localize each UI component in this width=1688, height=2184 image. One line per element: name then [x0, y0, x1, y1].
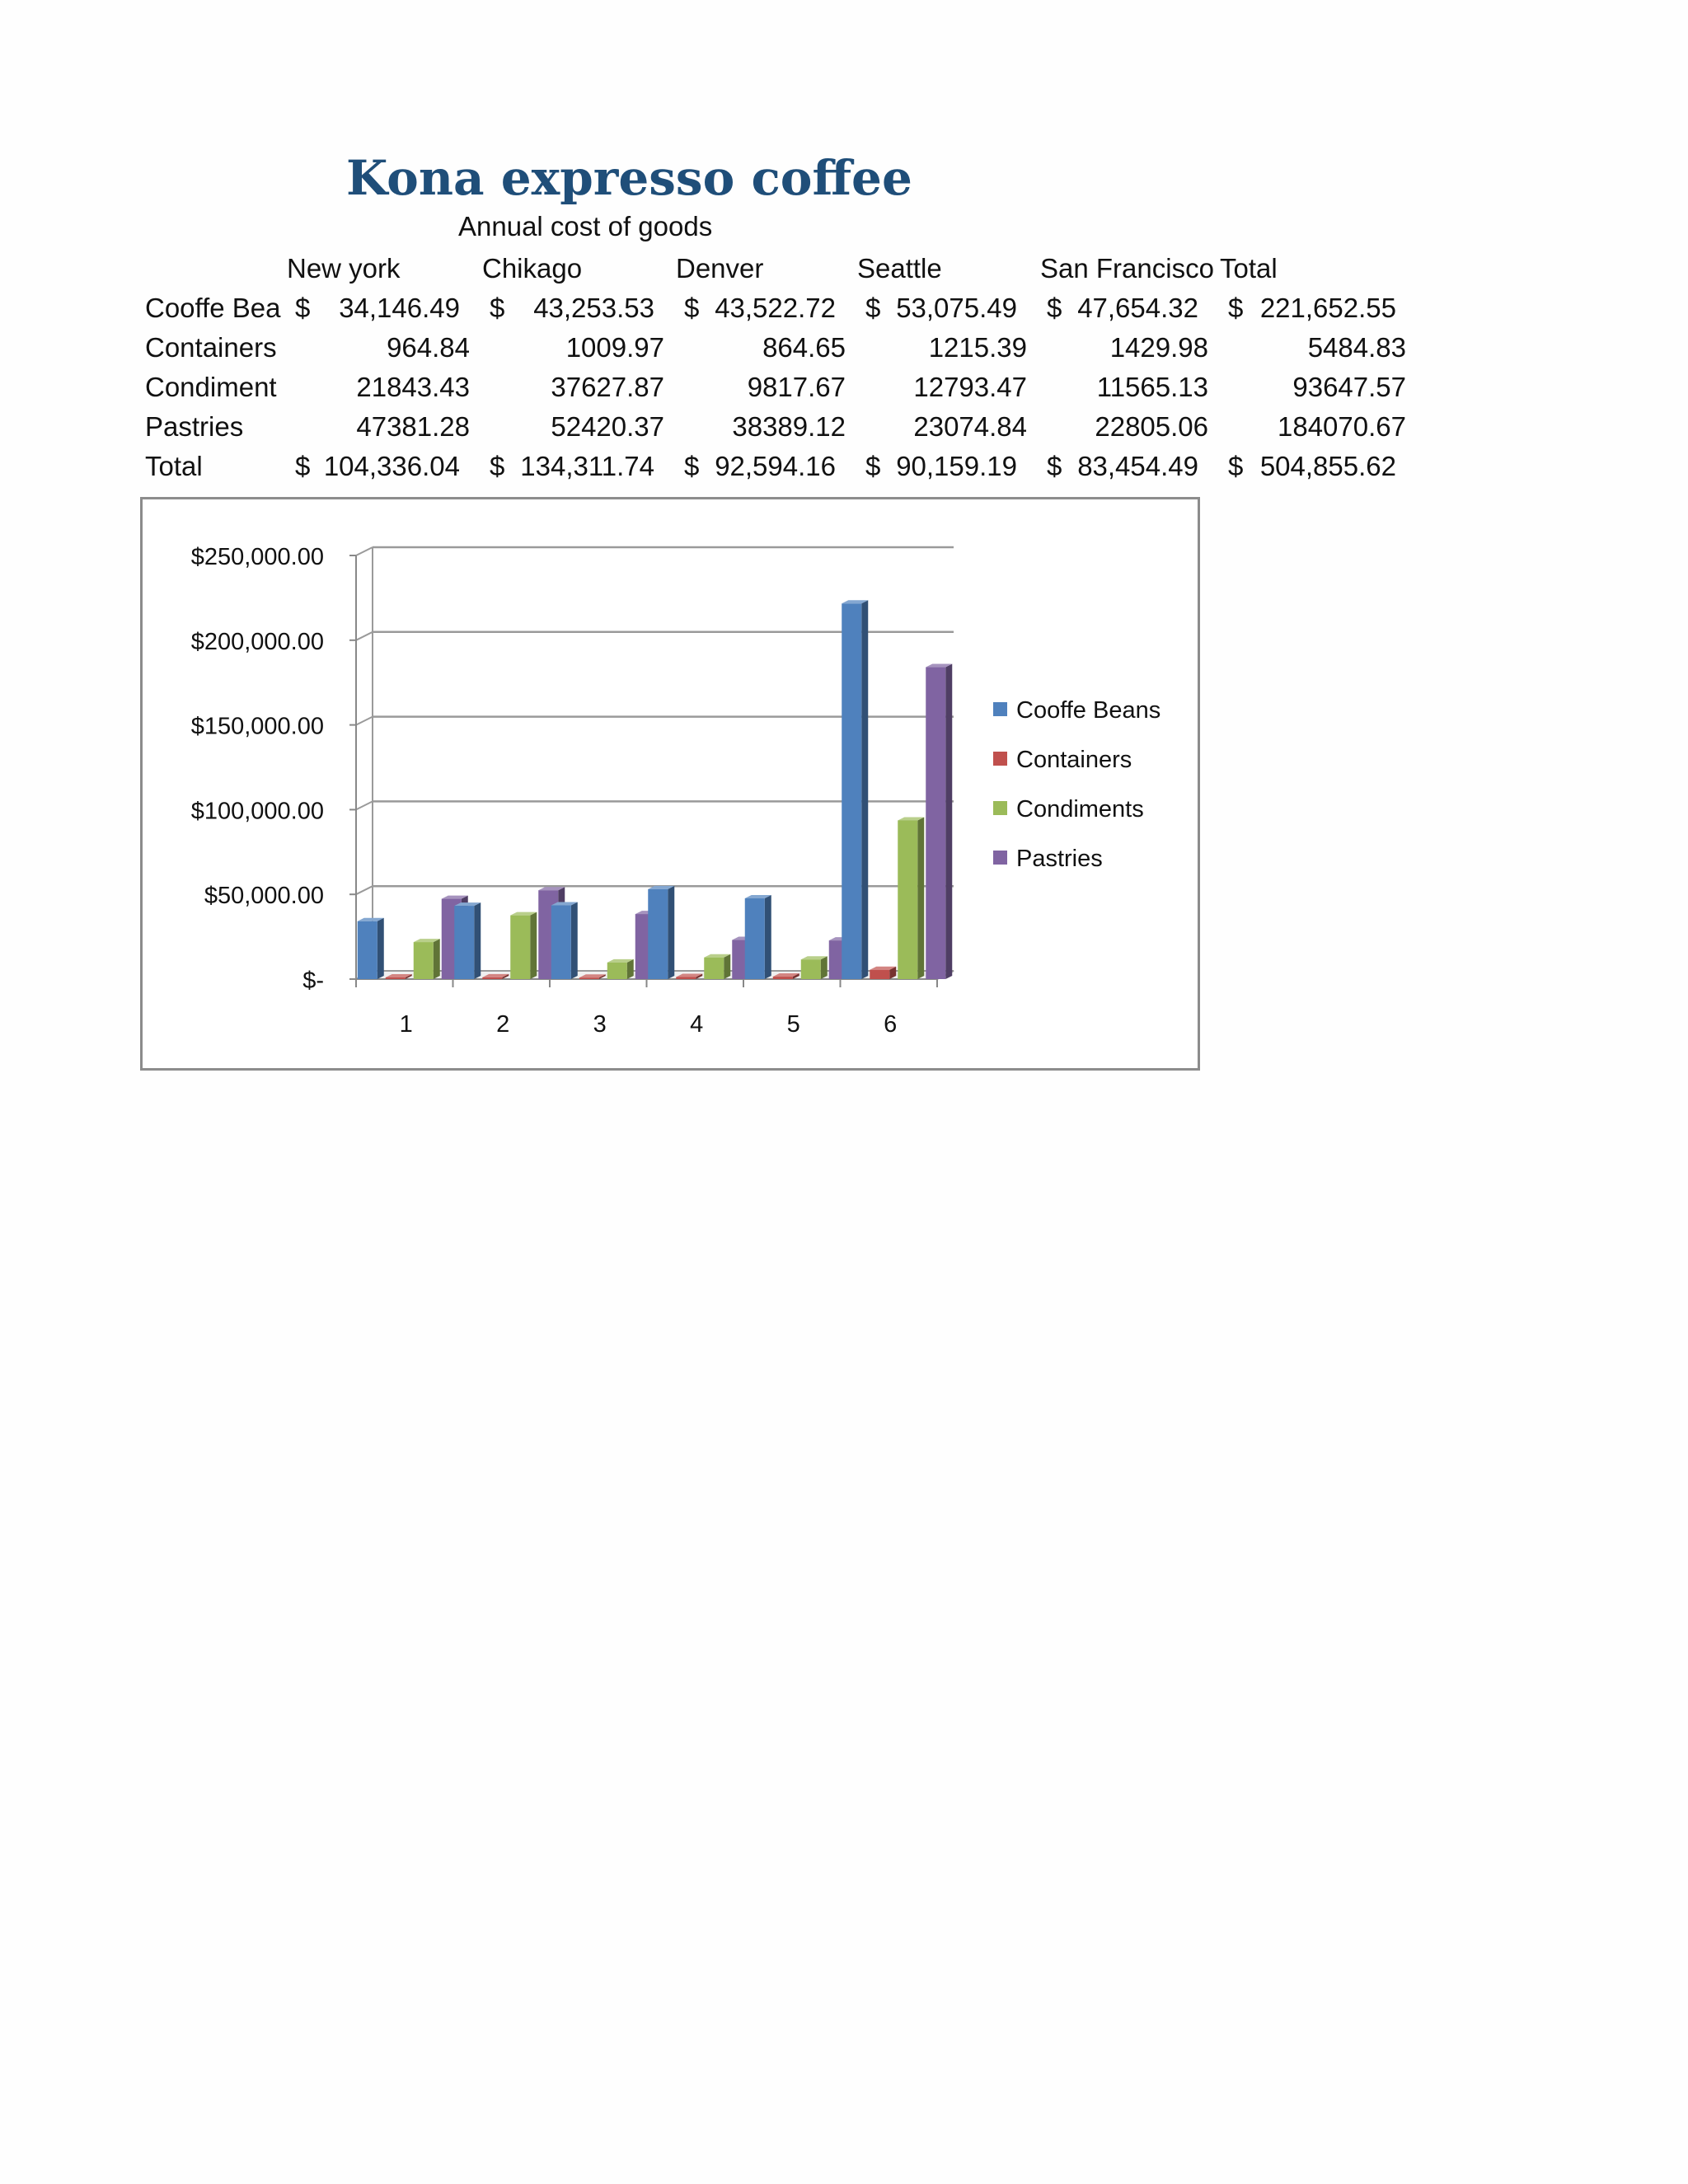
- table-cell: 9817.67: [747, 372, 846, 402]
- table-cell: 1009.97: [565, 332, 664, 363]
- currency-symbol: $: [490, 293, 505, 323]
- table-cell: 90,159.19: [896, 451, 1017, 481]
- bar: [842, 603, 861, 979]
- row-label: Pastries: [145, 411, 244, 442]
- bar: [745, 898, 765, 979]
- currency-symbol: $: [295, 451, 311, 481]
- bar: [482, 977, 502, 979]
- table-cell: 34,146.49: [339, 293, 460, 323]
- table-cell: 104,336.04: [323, 451, 460, 481]
- y-tick-label: $250,000.00: [190, 544, 324, 570]
- bar: [607, 963, 627, 979]
- currency-symbol: $: [295, 293, 311, 323]
- legend-swatch: [993, 702, 1007, 716]
- table-cell: 83,454.49: [1077, 451, 1198, 481]
- currency-symbol: $: [490, 451, 505, 481]
- row-label: Containers: [145, 332, 277, 363]
- bar: [898, 820, 917, 979]
- column-header: Total: [1220, 253, 1278, 284]
- table-cell: 21843.43: [356, 372, 470, 402]
- cost-chart: [143, 499, 1198, 1068]
- table-cell: 184070.67: [1278, 411, 1406, 442]
- gridline-depth: [356, 801, 373, 809]
- bar: [870, 970, 889, 979]
- row-label: Cooffe Bea: [145, 293, 281, 323]
- table-cell: 43,522.72: [715, 293, 836, 323]
- currency-symbol: $: [1047, 451, 1062, 481]
- table-cell: 47,654.32: [1077, 293, 1198, 323]
- legend-label: Containers: [1016, 747, 1132, 773]
- x-tick-label: 6: [884, 1011, 898, 1038]
- bar-side: [377, 918, 384, 979]
- bar-side: [765, 895, 771, 979]
- bar: [414, 942, 434, 979]
- bar: [773, 977, 793, 979]
- currency-symbol: $: [865, 451, 881, 481]
- gridline-depth: [356, 717, 373, 725]
- table-cell: 53,075.49: [896, 293, 1017, 323]
- bar-side: [668, 886, 674, 979]
- bar-side: [861, 600, 868, 979]
- currency-symbol: $: [865, 293, 881, 323]
- bar: [648, 889, 668, 979]
- y-tick-label: $50,000.00: [204, 883, 324, 910]
- table-cell: 12793.47: [913, 372, 1027, 402]
- table-cell: 23074.84: [913, 411, 1027, 442]
- legend-swatch: [993, 851, 1007, 865]
- bar: [704, 958, 724, 979]
- currency-symbol: $: [1228, 293, 1244, 323]
- x-tick-label: 3: [593, 1011, 607, 1038]
- column-header: New york: [287, 253, 401, 284]
- bar: [801, 959, 821, 979]
- table-cell: 11565.13: [1096, 372, 1208, 402]
- table-cell: 47381.28: [356, 411, 470, 442]
- currency-symbol: $: [684, 451, 700, 481]
- bar-side: [945, 664, 952, 979]
- bar: [386, 977, 406, 979]
- bar: [551, 906, 571, 979]
- column-header: Seattle: [857, 253, 942, 284]
- currency-symbol: $: [1228, 451, 1244, 481]
- table-cell: 864.65: [762, 332, 846, 363]
- bar: [510, 916, 530, 979]
- page-subtitle: Annual cost of goods: [458, 211, 713, 241]
- bar-side: [474, 902, 481, 979]
- legend-swatch: [993, 752, 1007, 766]
- page-title: Kona expresso coffee: [346, 150, 912, 206]
- table-cell: 221,652.55: [1259, 293, 1396, 323]
- gridline-depth: [356, 632, 373, 640]
- table-cell: 93647.57: [1292, 372, 1406, 402]
- bar-side: [434, 939, 440, 979]
- y-tick-label: $200,000.00: [190, 628, 324, 655]
- x-tick-label: 4: [690, 1011, 704, 1038]
- y-tick-label: $150,000.00: [190, 713, 324, 740]
- table-cell: 1429.98: [1109, 332, 1208, 363]
- gridline-depth: [356, 547, 373, 555]
- column-header: Chikago: [482, 253, 583, 284]
- bar-side: [627, 959, 634, 979]
- bar: [926, 668, 945, 979]
- table-cell: 92,594.16: [715, 451, 836, 481]
- table-cell: 22805.06: [1095, 411, 1208, 442]
- table-cell: 52420.37: [551, 411, 664, 442]
- currency-symbol: $: [1047, 293, 1062, 323]
- legend-label: Condiments: [1016, 796, 1144, 823]
- bar-side: [917, 817, 924, 979]
- table-cell: 43,253.53: [533, 293, 654, 323]
- currency-symbol: $: [684, 293, 700, 323]
- bar-side: [821, 956, 828, 979]
- chart-frame: [140, 497, 1200, 1071]
- legend-label: Pastries: [1016, 846, 1103, 872]
- x-tick-label: 5: [786, 1011, 800, 1038]
- table-cell: 134,311.74: [520, 451, 654, 481]
- legend-label: Cooffe Beans: [1016, 697, 1161, 724]
- bar-side: [571, 902, 578, 979]
- table-cell: 964.84: [387, 332, 470, 363]
- table-cell: 38389.12: [732, 411, 846, 442]
- row-label: Total: [145, 451, 203, 481]
- x-tick-label: 2: [496, 1011, 510, 1038]
- gridline-depth: [356, 886, 373, 894]
- table-cell: 504,855.62: [1259, 451, 1396, 481]
- bar: [358, 921, 377, 979]
- table-cell: 37627.87: [551, 372, 664, 402]
- bar: [676, 977, 696, 979]
- bar: [454, 906, 474, 979]
- column-header: San Francisco: [1040, 253, 1214, 284]
- row-label: Condiment: [145, 372, 277, 402]
- y-tick-label: $100,000.00: [190, 798, 324, 825]
- bar-side: [530, 912, 537, 979]
- x-tick-label: 1: [399, 1011, 413, 1038]
- table-cell: 5484.83: [1307, 332, 1406, 363]
- table-cell: 1215.39: [928, 332, 1027, 363]
- y-tick-label: $-: [302, 968, 324, 994]
- bar-side: [724, 954, 730, 979]
- bar: [579, 977, 599, 979]
- legend-swatch: [993, 801, 1007, 815]
- column-header: Denver: [676, 253, 764, 284]
